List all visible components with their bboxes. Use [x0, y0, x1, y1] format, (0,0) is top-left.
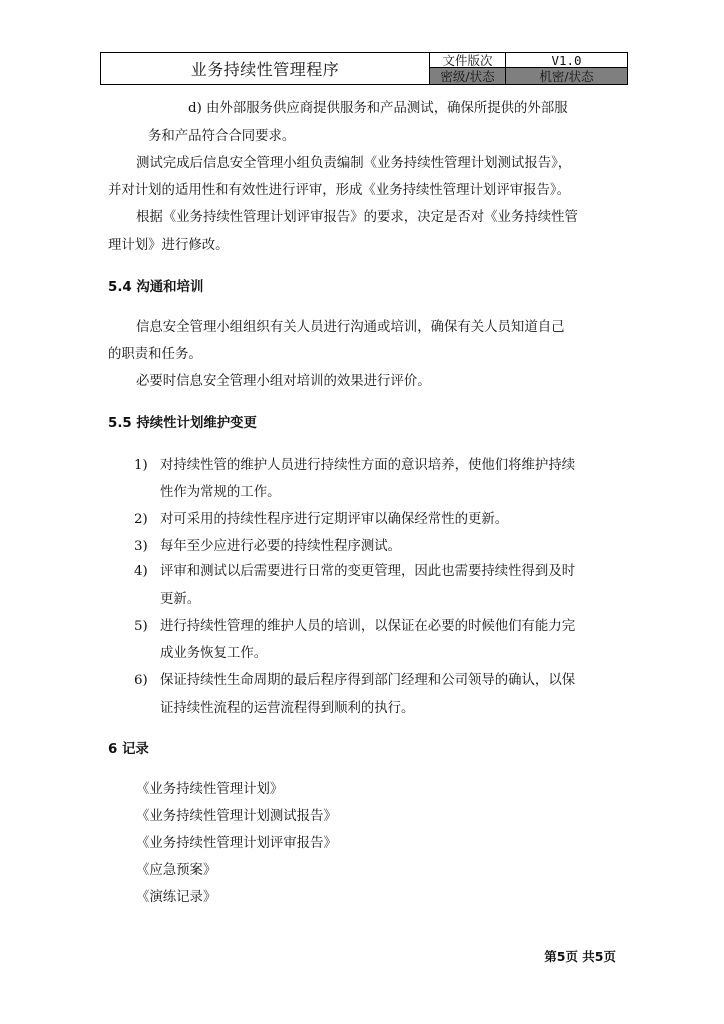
- list-item-number: 6): [134, 673, 148, 688]
- list-item-continuation: 性作为常规的工作。: [160, 485, 281, 500]
- list-item-continuation: 成业务恢复工作。: [160, 646, 268, 661]
- record-item: 《业务持续性管理计划测试报告》: [136, 809, 337, 824]
- section-6-heading: 6 记录: [108, 742, 149, 757]
- review-paragraph-line1: 根据《业务持续性管理计划评审报告》的要求，决定是否对《业务持续性管: [136, 210, 578, 225]
- review-paragraph-line2: 理计划》进行修改。: [108, 238, 229, 253]
- version-label: 文件版次: [430, 53, 506, 68]
- list-item: [134, 457, 575, 475]
- version-value: V1.0: [506, 53, 627, 68]
- list-item: [134, 563, 575, 581]
- record-item: 《应急预案》: [136, 863, 217, 878]
- list-item: [134, 672, 575, 690]
- list-item-continuation: 更新。: [160, 592, 201, 607]
- list-item-text: 保证持续性生命周期的最后程序得到部门经理和公司领导的确认，以保: [160, 673, 576, 688]
- section-5-4-p1-line2: 的职责和任务。: [108, 347, 202, 362]
- test-paragraph-line2: 并对计划的适用性和有效性进行评审，形成《业务持续性管理计划评审报告》。: [108, 183, 570, 198]
- list-item-text: 对持续性管的维护人员进行持续性方面的意识培养，使他们将维护持续: [160, 458, 576, 473]
- list-item-text: 对可采用的持续性程序进行定期评审以确保经常性的更新。: [160, 512, 509, 527]
- list-item-number: 2): [134, 512, 148, 527]
- document-header-table: [100, 52, 628, 85]
- record-item: 《业务持续性管理计划》: [136, 782, 284, 797]
- list-item-text: 每年至少应进行必要的持续性程序测试。: [160, 539, 402, 554]
- list-item: [134, 618, 575, 636]
- section-5-4-p2-line1: 必要时信息安全管理小组对培训的效果进行评价。: [136, 374, 431, 389]
- list-item-number: 1): [134, 458, 148, 473]
- record-item: 《业务持续性管理计划评审报告》: [136, 836, 337, 851]
- security-value: 机密/状态: [506, 68, 627, 84]
- record-item: 《演练记录》: [136, 890, 217, 905]
- list-item-number: 5): [134, 619, 148, 634]
- item-d-line2: 务和产品符合合同要求。: [148, 129, 296, 144]
- list-item-number: 3): [134, 539, 148, 554]
- page-number: 第5页 共5页: [544, 949, 616, 964]
- section-5-4-heading: 5.4 沟通和培训: [108, 280, 204, 295]
- list-item: [134, 538, 401, 556]
- section-5-4-p1-line1: 信息安全管理小组组织有关人员进行沟通或培训，确保有关人员知道自己: [136, 320, 565, 335]
- list-item-text: 评审和测试以后需要进行日常的变更管理，因此也需要持续性得到及时: [160, 564, 576, 579]
- document-title: 业务持续性管理程序: [101, 53, 430, 84]
- list-item-text: 进行持续性管理的维护人员的培训，以保证在必要的时候他们有能力完: [160, 619, 576, 634]
- test-paragraph-line1: 测试完成后信息安全管理小组负责编制《业务持续性管理计划测试报告》，: [136, 156, 572, 171]
- security-label: 密级/状态: [430, 68, 506, 84]
- item-d-line1: d) 由外部服务供应商提供服务和产品测试，确保所提供的外部服: [188, 101, 568, 116]
- list-item-number: 4): [134, 564, 148, 579]
- list-item-continuation: 证持续性流程的运营流程得到顺利的执行。: [160, 701, 415, 716]
- list-item: [134, 511, 508, 529]
- section-5-5-heading: 5.5 持续性计划维护变更: [108, 416, 257, 431]
